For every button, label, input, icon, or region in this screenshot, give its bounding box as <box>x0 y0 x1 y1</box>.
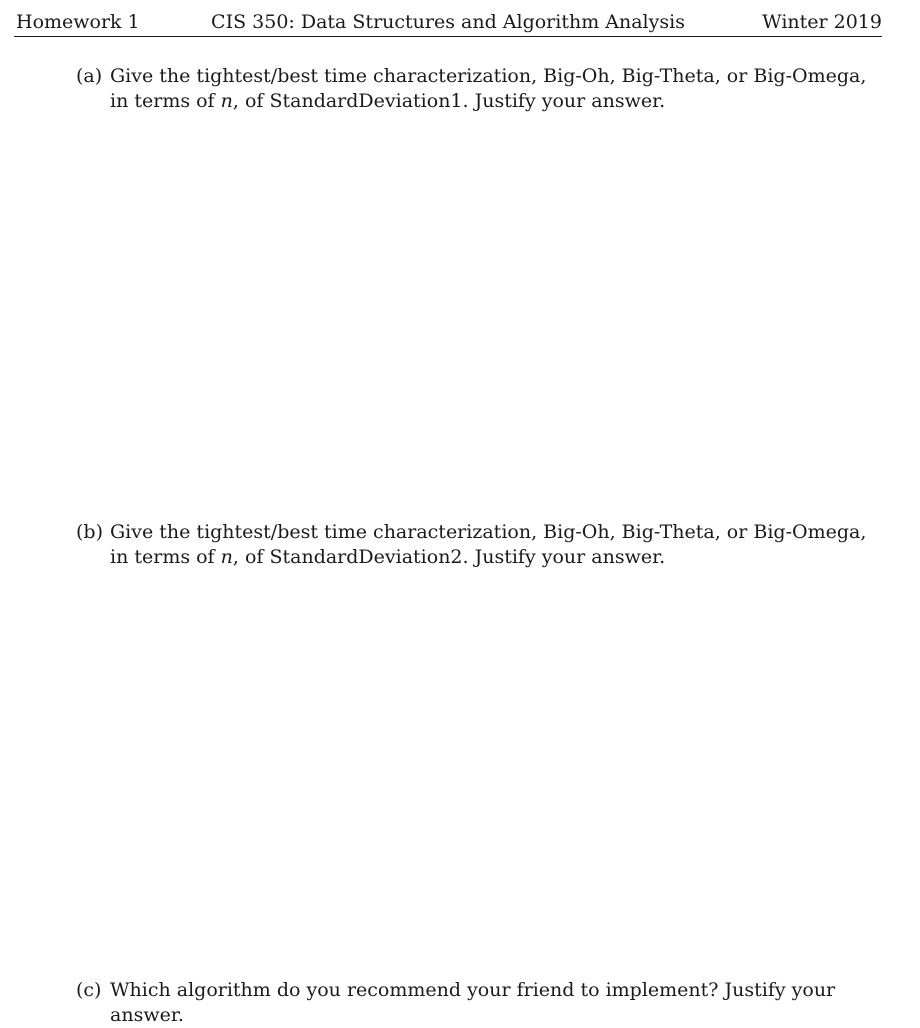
question-text <box>110 520 882 570</box>
question-c <box>76 978 882 1028</box>
question-label: (c) <box>76 979 102 1001</box>
question-text-part: Give the tightest/best time characterization, Big-Oh, Big-Theta, or Big-Omega, in terms of <box>110 65 867 112</box>
question-text-part: , of StandardDeviation1. Justify your answer. <box>232 90 666 112</box>
question-text <box>110 64 882 114</box>
question-label: (a) <box>76 65 103 87</box>
page-header <box>14 8 882 37</box>
question-label: (b) <box>76 521 103 543</box>
question-text-part: Give the tightest/best time characterization, Big-Oh, Big-Theta, or Big-Omega, in terms of <box>110 521 867 568</box>
header-left: Homework 1 <box>16 11 140 33</box>
question-text-part: , of StandardDeviation2. Justify your answer. <box>232 546 666 568</box>
header-right: Winter 2019 <box>762 11 882 33</box>
math-variable: n <box>220 90 233 112</box>
math-variable: n <box>220 546 233 568</box>
question-a <box>76 64 882 114</box>
header-title: CIS 350: Data Structures and Algorithm Analysis <box>211 11 685 33</box>
question-b <box>76 520 882 570</box>
question-text: Which algorithm do you recommend your friend to implement? Justify your answer. <box>110 979 836 1026</box>
